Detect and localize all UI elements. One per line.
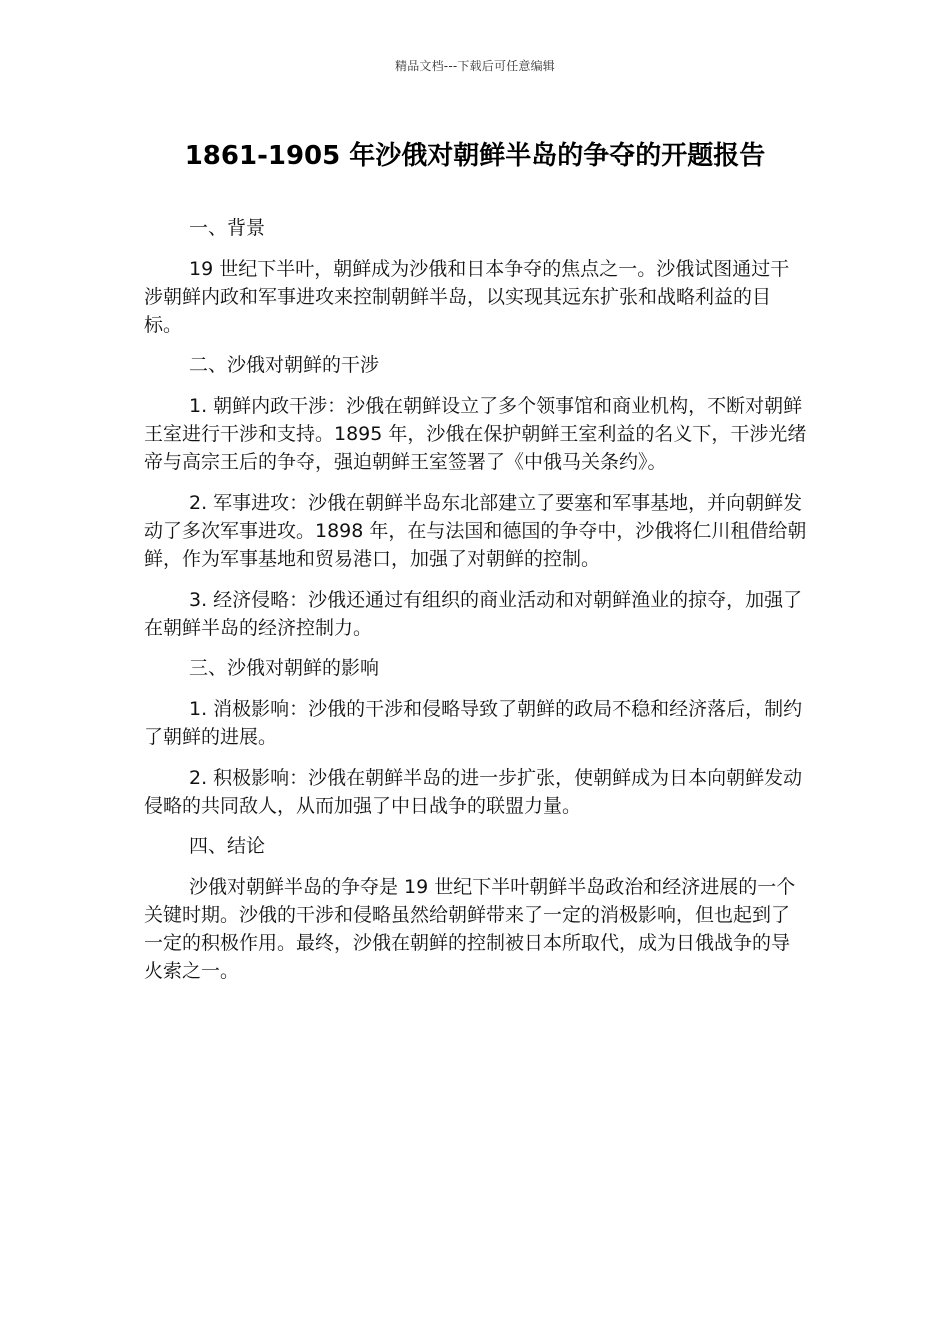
- section-heading-conclusion: 四、结论: [189, 835, 266, 857]
- paragraph-background: 19 世纪下半叶，朝鲜成为沙俄和日本争夺的焦点之一。沙俄试图通过干涉朝鲜内政和军事进攻来控制朝鲜半岛，以实现其远东扩张和战略利益的目标。: [144, 258, 790, 336]
- paragraph-positive-impact: 2. 积极影响：沙俄在朝鲜半岛的进一步扩张，使朝鲜成为日本向朝鲜发动侵略的共同敌人，从而加强了中日战争的联盟力量。: [144, 767, 803, 817]
- paragraph-negative-impact: 1. 消极影响：沙俄的干涉和侵略导致了朝鲜的政局不稳和经济落后，制约了朝鲜的进展。: [144, 698, 803, 748]
- page-title: 1861-1905 年沙俄对朝鲜半岛的争夺的开题报告: [184, 141, 766, 171]
- header-note: 精品文档---下载后可任意编辑: [395, 59, 555, 73]
- paragraph-military-attack: 2. 军事进攻：沙俄在朝鲜半岛东北部建立了要塞和军事基地，并向朝鲜发动了多次军事进攻。1898 年，在与法国和德国的争夺中，沙俄将仁川租借给朝鲜，作为军事基地和贸易港口，加强了对朝鲜的控制。: [144, 492, 807, 570]
- section-heading-impact: 三、沙俄对朝鲜的影响: [189, 657, 380, 679]
- paragraph-conclusion: 沙俄对朝鲜半岛的争夺是 19 世纪下半叶朝鲜半岛政治和经济进展的一个关键时期。沙俄的干涉和侵略虽然给朝鲜带来了一定的消极影响，但也起到了一定的积极作用。最终，沙俄在朝鲜的控制被日本所取代，成为日俄战争的导火索之一。: [144, 876, 796, 982]
- section-heading-background: 一、背景: [189, 217, 266, 239]
- paragraph-economic-aggression: 3. 经济侵略：沙俄还通过有组织的商业活动和对朝鲜渔业的掠夺，加强了在朝鲜半岛的经济控制力。: [144, 589, 803, 639]
- paragraph-internal-interference: 1. 朝鲜内政干涉：沙俄在朝鲜设立了多个领事馆和商业机构，不断对朝鲜王室进行干涉和支持。1895 年，沙俄在保护朝鲜王室利益的名义下，干涉光绪帝与高宗王后的争夺，强迫朝鲜王室签署了《中俄马关条约》。: [144, 395, 807, 473]
- document-body: [144, 215, 808, 998]
- section-heading-interference: 二、沙俄对朝鲜的干涉: [189, 354, 380, 376]
